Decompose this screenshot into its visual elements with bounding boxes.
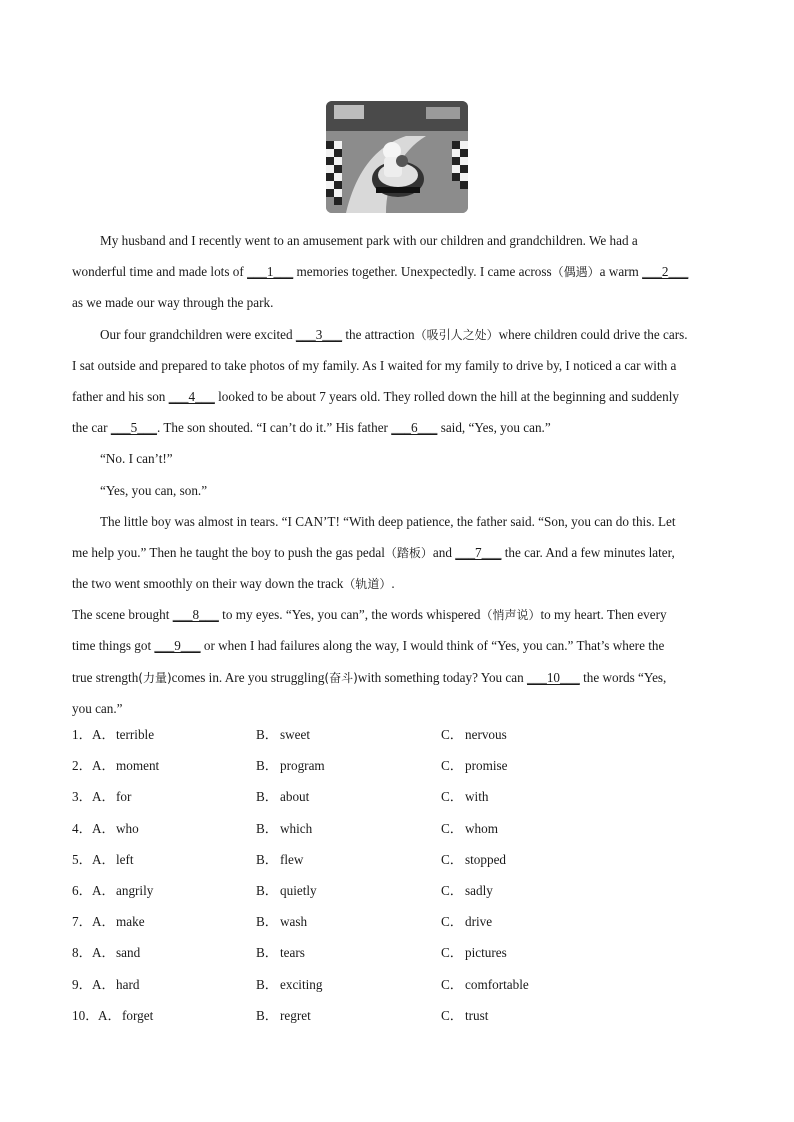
option-a[interactable] [92,844,134,875]
option-label: A． [92,727,115,742]
option-label: C． [441,976,463,992]
option-text: nervous [465,727,507,742]
passage-line [72,537,730,568]
passage-text: The scene brought [72,607,173,623]
passage-text: My husband and I recently went to an amusement park with our children and grandchildren. We had a [100,233,638,248]
passage-line [72,412,730,443]
option-label: A． [92,945,115,961]
passage-line [72,287,730,318]
passage-line [72,443,730,474]
question-number: 7． [72,914,92,930]
passage-text: a warm [599,264,643,280]
option-c[interactable] [441,1000,488,1031]
passage-text: the car. And a few minutes later, [501,544,675,560]
option-a[interactable] [92,906,145,937]
option-label: A． [92,976,115,992]
option-c[interactable] [441,750,508,781]
option-text: moment [116,758,160,774]
chinese-gloss: (奋斗) [324,670,358,685]
option-label: C． [441,820,463,836]
option-c[interactable] [441,906,492,937]
option-text: which [280,820,313,836]
question-number: 10． [72,1007,99,1023]
option-text: exciting [280,976,323,992]
option-row [72,719,730,750]
option-b[interactable] [256,906,307,937]
option-c[interactable] [441,937,507,968]
option-b[interactable] [256,750,325,781]
passage-line [72,506,730,537]
passage-text: you can.” [72,700,123,716]
option-label: A． [92,851,115,867]
option-a[interactable] [92,875,153,906]
question-number: 4． [72,820,92,836]
option-text: terrible [116,727,155,742]
blank-6[interactable]: ___6___ [391,420,438,436]
option-a[interactable] [92,781,131,812]
option-row [72,906,730,937]
option-b[interactable] [256,813,312,844]
passage-text: the two went smoothly on their way down the track [72,576,344,592]
passage-text: the car [72,420,111,436]
option-label: C． [441,727,463,742]
passage-line [72,225,730,256]
option-text: wash [280,914,308,930]
option-b[interactable] [256,969,322,1000]
question-number: 6． [72,882,92,898]
blank-4[interactable]: ___4___ [168,388,215,404]
passage-text: to my heart. Then every [540,607,667,623]
passage-line [72,599,730,630]
option-label: B． [256,1007,278,1023]
option-label: C． [441,789,463,805]
option-row [72,781,730,812]
option-text: quietly [280,882,317,898]
blank-1[interactable]: ___1___ [247,264,294,280]
option-label: C． [441,851,463,867]
blank-8[interactable]: ___8___ [172,607,219,623]
passage-line [72,350,730,381]
question-number: 2． [72,758,92,774]
passage-text: I sat outside and prepared to take photos of my family. As I waited for my family to drive by, I noticed a car with a [72,357,677,373]
go-kart-photo [326,101,468,213]
passage-line [72,381,730,412]
option-b[interactable] [256,781,309,812]
option-text: angrily [116,882,154,898]
passage-text: the attraction [342,326,415,342]
passage-line [72,568,730,599]
passage-text: said, “Yes, you can.” [437,420,551,436]
answer-options [72,719,730,1031]
option-c[interactable] [441,813,498,844]
option-text: flew [280,851,304,867]
option-text: sadly [465,882,493,898]
option-a[interactable] [92,969,139,1000]
option-row [72,969,730,1000]
option-label: C． [441,1007,463,1023]
blank-10[interactable]: ___10___ [527,669,580,685]
passage-text: to my eyes. “Yes, you can”, the words whispered [218,607,481,623]
passage-text: time things got [72,638,155,654]
option-row [72,813,730,844]
passage-text: as we made our way through the park. [72,295,274,311]
option-text: whom [465,820,498,836]
passage-text: . [391,576,395,592]
chinese-gloss: （偶遇） [551,265,600,280]
passage-text: and [432,544,456,560]
option-text: who [116,820,139,836]
passage-text: The little boy was almost in tears. “I CAN’T! “With deep patience, the father said. “Son, you can do this. Let [100,513,676,529]
option-text: left [116,851,134,867]
go-kart-photo-icon [326,101,468,213]
chinese-gloss: （踏板） [384,545,433,560]
option-row [72,875,730,906]
passage-text: wonderful time and made lots of [72,264,248,280]
option-c[interactable] [441,781,488,812]
option-text: trust [465,1007,489,1023]
option-a[interactable] [92,937,140,968]
option-label: A． [92,882,115,898]
question-number: 3． [72,789,92,805]
question-number: 9． [72,976,92,992]
option-text: make [116,914,145,930]
option-c[interactable] [441,844,506,875]
passage-text: with something today? You can [357,669,528,685]
option-text: comfortable [465,976,529,992]
option-row [72,1000,730,1031]
chinese-gloss: （轨道） [343,577,392,592]
option-text: drive [465,914,493,930]
blank-3[interactable]: ___3___ [295,326,343,342]
option-b[interactable] [256,719,310,750]
option-text: program [280,758,325,774]
option-row [72,750,730,781]
option-label: A． [92,820,115,836]
option-text: forget [122,1007,154,1023]
option-text: hard [116,976,140,992]
option-label: B． [256,976,278,992]
option-label: B． [256,758,278,774]
option-b[interactable] [256,844,303,875]
chinese-gloss: (力量) [138,670,172,685]
option-a[interactable] [92,719,154,750]
option-label: A． [92,914,115,930]
option-label: C． [441,758,463,774]
option-label: A． [92,758,115,774]
chinese-gloss: （悄声说） [480,608,541,623]
passage-text: where children could drive the cars. [498,326,688,342]
option-text: for [116,789,132,805]
option-label: B． [256,851,278,867]
option-b[interactable] [256,1000,311,1031]
option-label: C． [441,914,463,930]
passage-line [72,662,730,693]
question-number: 8． [72,945,92,961]
option-label: B． [256,820,278,836]
passage-line [72,475,730,506]
option-a[interactable] [98,1000,153,1031]
question-number: 1． [72,727,92,742]
option-c[interactable] [441,719,507,750]
option-b[interactable] [256,937,305,968]
option-a[interactable] [92,813,139,844]
passage-line [72,630,730,661]
passage-line [72,319,730,350]
passage-text: “No. I can’t!” [100,451,173,467]
option-label: B． [256,882,278,898]
blank-9[interactable]: ___9___ [154,638,201,654]
passage [72,225,730,724]
passage-text: . The son shouted. “I can’t do it.” His father [156,420,392,436]
option-b[interactable] [256,875,317,906]
blank-7[interactable]: ___7___ [455,544,502,560]
option-label: C． [441,945,463,961]
option-text: pictures [465,945,507,961]
option-a[interactable] [92,750,159,781]
option-text: tears [280,945,305,961]
option-text: sand [116,945,141,961]
option-row [72,937,730,968]
option-text: with [465,789,489,805]
option-text: regret [280,1007,311,1023]
chinese-gloss: （吸引人之处） [414,327,499,342]
option-text: stopped [465,851,507,867]
option-text: promise [465,758,508,774]
passage-text: or when I had failures along the way, I would think of “Yes, you can.” That’s where the [200,638,665,654]
blank-2[interactable]: ___2___ [642,264,689,280]
passage-text: father and his son [72,388,169,404]
option-label: C． [441,882,463,898]
option-c[interactable] [441,969,529,1000]
passage-text: “Yes, you can, son.” [100,482,208,498]
passage-line [72,256,730,287]
passage-text: true strength [72,669,139,685]
passage-text: comes in. Are you struggling [171,669,325,685]
option-label: B． [256,945,278,961]
passage-text: me help you.” Then he taught the boy to push the gas pedal [72,544,385,560]
passage-text: looked to be about 7 years old. They rolled down the hill at the beginning and suddenly [214,388,680,404]
option-row [72,844,730,875]
option-label: A． [98,1007,121,1023]
passage-text: Our four grandchildren were excited [100,326,296,342]
passage-text: the words “Yes, [579,669,667,685]
option-label: B． [256,727,278,742]
option-label: B． [256,789,278,805]
option-label: B． [256,914,278,930]
question-number: 5． [72,851,92,867]
blank-5[interactable]: ___5___ [110,420,157,436]
passage-text: memories together. Unexpectedly. I came across [293,264,552,280]
option-text: sweet [280,727,311,742]
option-label: A． [92,789,115,805]
option-text: about [280,789,310,805]
option-c[interactable] [441,875,493,906]
